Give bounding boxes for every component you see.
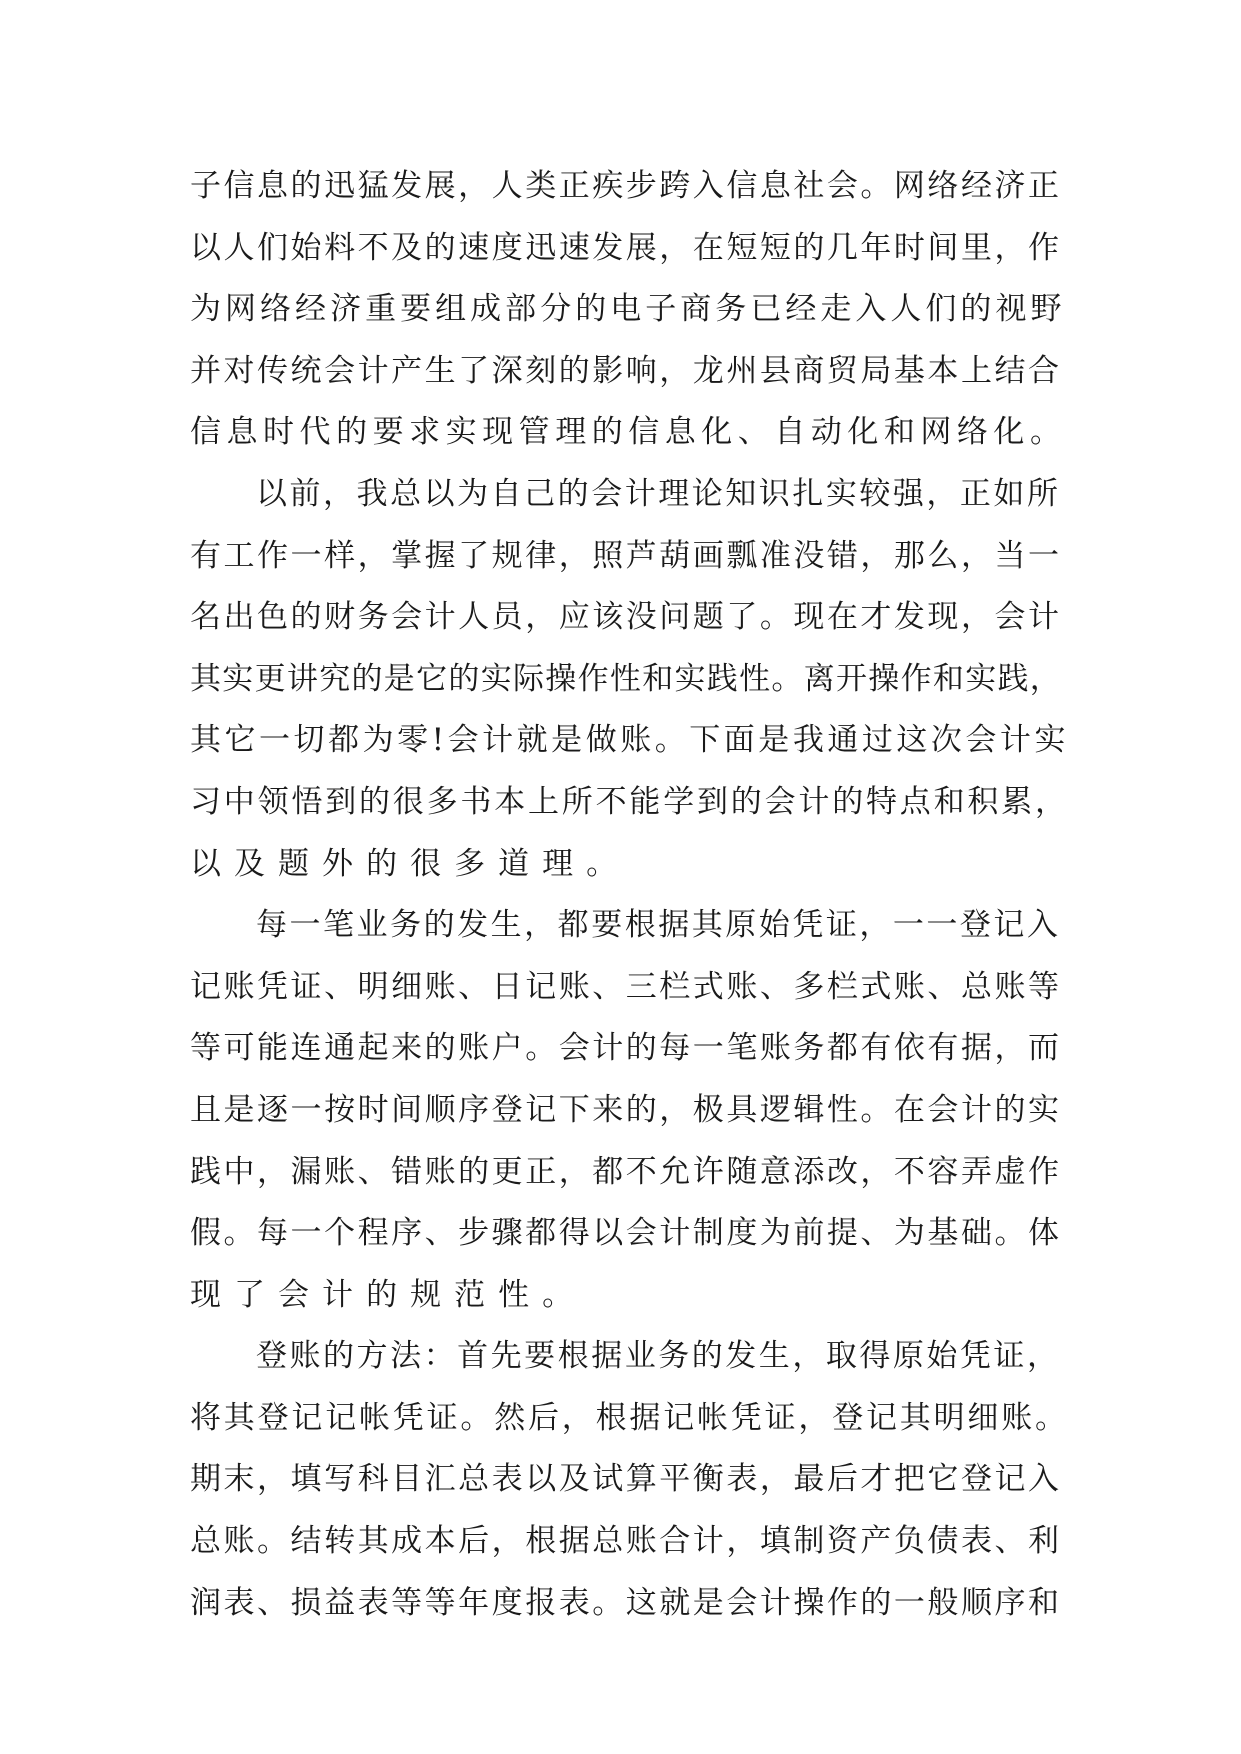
text-line: 为网络经济重要组成部分的电子商务已经走入人们的视野: [190, 291, 1066, 328]
paragraph-first-line: 以前，我总以为自己的会计理论知识扎实较强，正如所: [256, 475, 1061, 512]
text-line: 以人们始料不及的速度迅速发展，在短短的几年时间里，作: [190, 229, 1062, 266]
text-line: 信息时代的要求实现管理的信息化、自动化和网络化。: [190, 414, 1067, 451]
text-line: 习中领悟到的很多书本上所不能学到的会计的特点和积累，: [190, 783, 1069, 820]
text-line: 润表、损益表等等年度报表。这就是会计操作的一般顺序和: [190, 1584, 1062, 1621]
text-line: 子信息的迅猛发展，人类正疾步跨入信息社会。网络经济正: [190, 168, 1062, 204]
text-line: 且是逐一按时间顺序登记下来的，极具逻辑性。在会计的实: [190, 1091, 1062, 1128]
text-line: 现了会计的规范性。: [190, 1276, 587, 1313]
text-line: 期末，填写科目汇总表以及试算平衡表，最后才把它登记入: [190, 1461, 1062, 1498]
text-line: 其实更讲究的是它的实际操作性和实践性。离开操作和实践，: [190, 660, 1063, 697]
text-line: 等可能连通起来的账户。会计的每一笔账务都有依有据，而: [190, 1030, 1062, 1067]
text-line: 有工作一样，掌握了规律，照芦葫画瓢准没错，那么，当一: [190, 537, 1062, 574]
paragraph-first-line: 登账的方法：首先要根据业务的发生，取得原始凭证，: [256, 1338, 1061, 1375]
body-text: [190, 156, 1070, 1634]
text-line: 以及题外的很多道理。: [190, 845, 631, 882]
text-line: 假。每一个程序、步骤都得以会计制度为前提、为基础。体: [190, 1215, 1062, 1252]
paragraph-first-line: 每一笔业务的发生，都要根据其原始凭证，一一登记入: [256, 907, 1061, 944]
text-line: 将其登记记帐凭证。然后，根据记帐凭证，登记其明细账。: [190, 1399, 1069, 1436]
text-line: 总账。结转其成本后，根据总账合计，填制资产负债表、利: [190, 1523, 1062, 1560]
text-line: 记账凭证、明细账、日记账、三栏式账、多栏式账、总账等: [190, 968, 1062, 1005]
text-line: 其它一切都为零!会计就是做账。下面是我通过这次会计实: [190, 722, 1069, 759]
text-line: 践中，漏账、错账的更正，都不允许随意添改，不容弄虚作: [190, 1153, 1062, 1190]
text-line: 并对传统会计产生了深刻的影响，龙州县商贸局基本上结合: [190, 352, 1062, 389]
text-line: 名出色的财务会计人员，应该没问题了。现在才发现，会计: [190, 599, 1062, 636]
